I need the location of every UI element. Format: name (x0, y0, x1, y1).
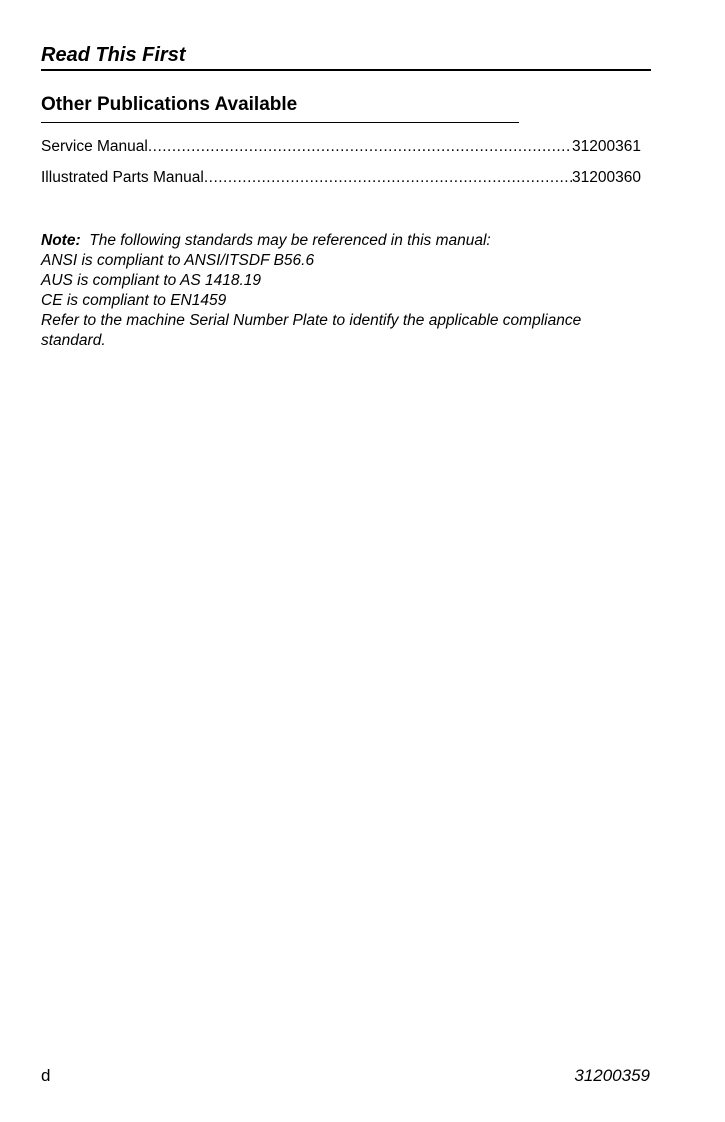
note-line: Refer to the machine Serial Number Plate to identify the applicable compliance (41, 312, 582, 329)
document-number: 31200359 (574, 1066, 650, 1085)
publication-name: Illustrated Parts Manual (41, 169, 204, 186)
publication-number: 31200360 (572, 169, 641, 186)
note-line: AUS is compliant to AS 1418.19 (41, 272, 261, 289)
note-label: Note: (41, 232, 81, 249)
page-header (41, 43, 651, 71)
section-title: Other Publications Available (41, 94, 298, 115)
page-letter: d (41, 1066, 51, 1085)
note-intro: The following standards may be referenced in this manual: (89, 232, 491, 249)
compliance-note (41, 231, 661, 351)
publication-row (41, 137, 641, 168)
page-header-title: Read This First (41, 44, 186, 66)
note-intro-line (41, 231, 661, 251)
section-heading (41, 93, 519, 123)
publication-name: Service Manual (41, 138, 148, 155)
publication-list (41, 137, 641, 199)
publication-row (41, 168, 641, 199)
dot-leader (148, 137, 572, 156)
dot-leader (204, 168, 572, 187)
publication-number: 31200361 (572, 138, 641, 155)
note-line: standard. (41, 332, 106, 349)
note-line: CE is compliant to EN1459 (41, 292, 227, 309)
note-line: ANSI is compliant to ANSI/ITSDF B56.6 (41, 252, 315, 269)
